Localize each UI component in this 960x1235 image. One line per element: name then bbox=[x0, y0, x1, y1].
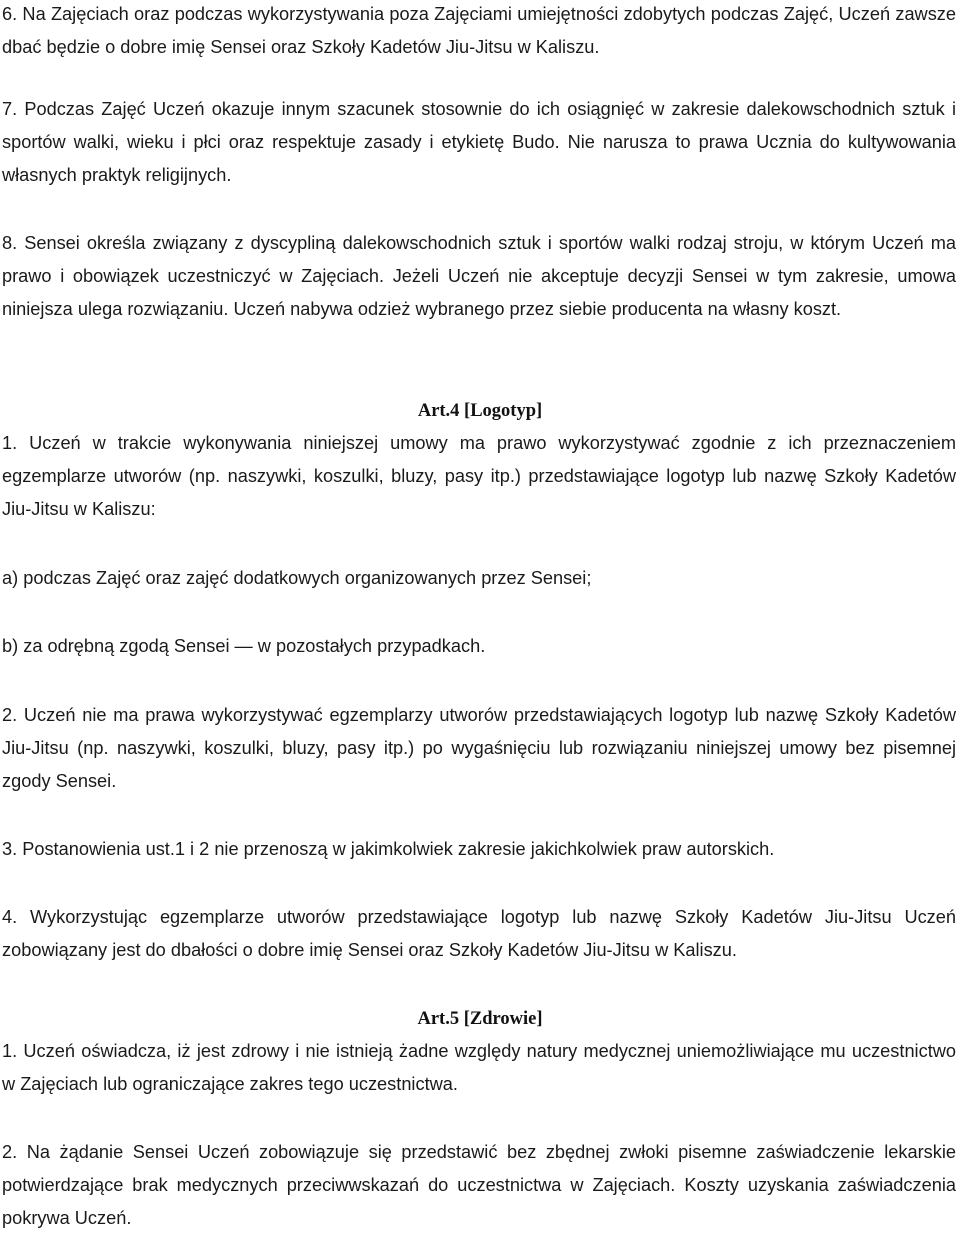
paragraph-8: 8. Sensei określa związany z dyscypliną dalekowschodnich sztuk i sportów walki rodzaj stroju, w którym Uczeń ma prawo i obowiązek uczestniczyć w Zajęciach. Jeżeli Uczeń nie akceptuje decyzji Sensei w tym zakresie, umowa niniejsza ulega rozwiązaniu. Uczeń nabywa odzież wybranego przez siebie producenta na własny koszt. bbox=[2, 233, 956, 319]
article-4-paragraph-1: 1. Uczeń w trakcie wykonywania niniejszej umowy ma prawo wykorzystywać zgodnie z ich przeznaczeniem egzemplarze utworów (np. naszywki, koszulki, bluzy, pasy itp.) przedstawiające logotyp lub nazwę Szkoły Kadetów Jiu-Jitsu w Kaliszu: bbox=[2, 433, 956, 519]
article-4-paragraph-4: 4. Wykorzystując egzemplarze utworów przedstawiające logotyp lub nazwę Szkoły Kadetów Jiu-Jitsu Uczeń zobowiązany jest do dbałości o dobre imię Sensei oraz Szkoły Kadetów Jiu-Jitsu w Kaliszu. bbox=[2, 907, 956, 960]
article-4-heading: Art.4 [Logotyp] bbox=[417, 401, 543, 421]
paragraph-6: 6. Na Zajęciach oraz podczas wykorzystywania poza Zajęciami umiejętności zdobytych podczas Zajęć, Uczeń zawsze dbać będzie o dobre imię Sensei oraz Szkoły Kadetów Jiu-Jitsu w Kaliszu. bbox=[2, 4, 956, 57]
article-4-point-b: b) za odrębną zgodą Sensei — w pozostałych przypadkach. bbox=[2, 636, 486, 656]
paragraph-7: 7. Podczas Zajęć Uczeń okazuje innym szacunek stosownie do ich osiągnięć w zakresie dalekowschodnich sztuk i sportów walki, wieku i płci oraz respektuje zasady i etykietę Budo. Nie narusza to prawa Ucznia do kultywowania własnych praktyk religijnych. bbox=[2, 99, 956, 185]
article-4-paragraph-2: 2. Uczeń nie ma prawa wykorzystywać egzemplarzy utworów przedstawiających logotyp lub nazwę Szkoły Kadetów Jiu-Jitsu (np. naszywki, koszulki, bluzy, pasy itp.) po wygaśnięciu lub rozwiązaniu niniejszej umowy bez pisemnej zgody Sensei. bbox=[2, 705, 956, 791]
article-4-paragraph-3: 3. Postanowienia ust.1 i 2 nie przenoszą w jakimkolwiek zakresie jakichkolwiek praw autorskich. bbox=[2, 839, 775, 859]
article-5-heading: Art.5 [Zdrowie] bbox=[417, 1009, 543, 1029]
article-5-paragraph-1: 1. Uczeń oświadcza, iż jest zdrowy i nie istnieją żadne względy natury medycznej uniemożliwiające mu uczestnictwo w Zajęciach lub ograniczające zakres tego uczestnictwa. bbox=[2, 1041, 956, 1094]
article-4-point-a: a) podczas Zajęć oraz zajęć dodatkowych organizowanych przez Sensei; bbox=[2, 568, 592, 588]
article-5-paragraph-2: 2. Na żądanie Sensei Uczeń zobowiązuje się przedstawić bez zbędnej zwłoki pisemne zaświadczenie lekarskie potwierdzające brak medycznych przeciwwskazań do uczestnictwa w Zajęciach. Koszty uzyskania zaświadczenia pokrywa Uczeń. bbox=[2, 1142, 956, 1228]
